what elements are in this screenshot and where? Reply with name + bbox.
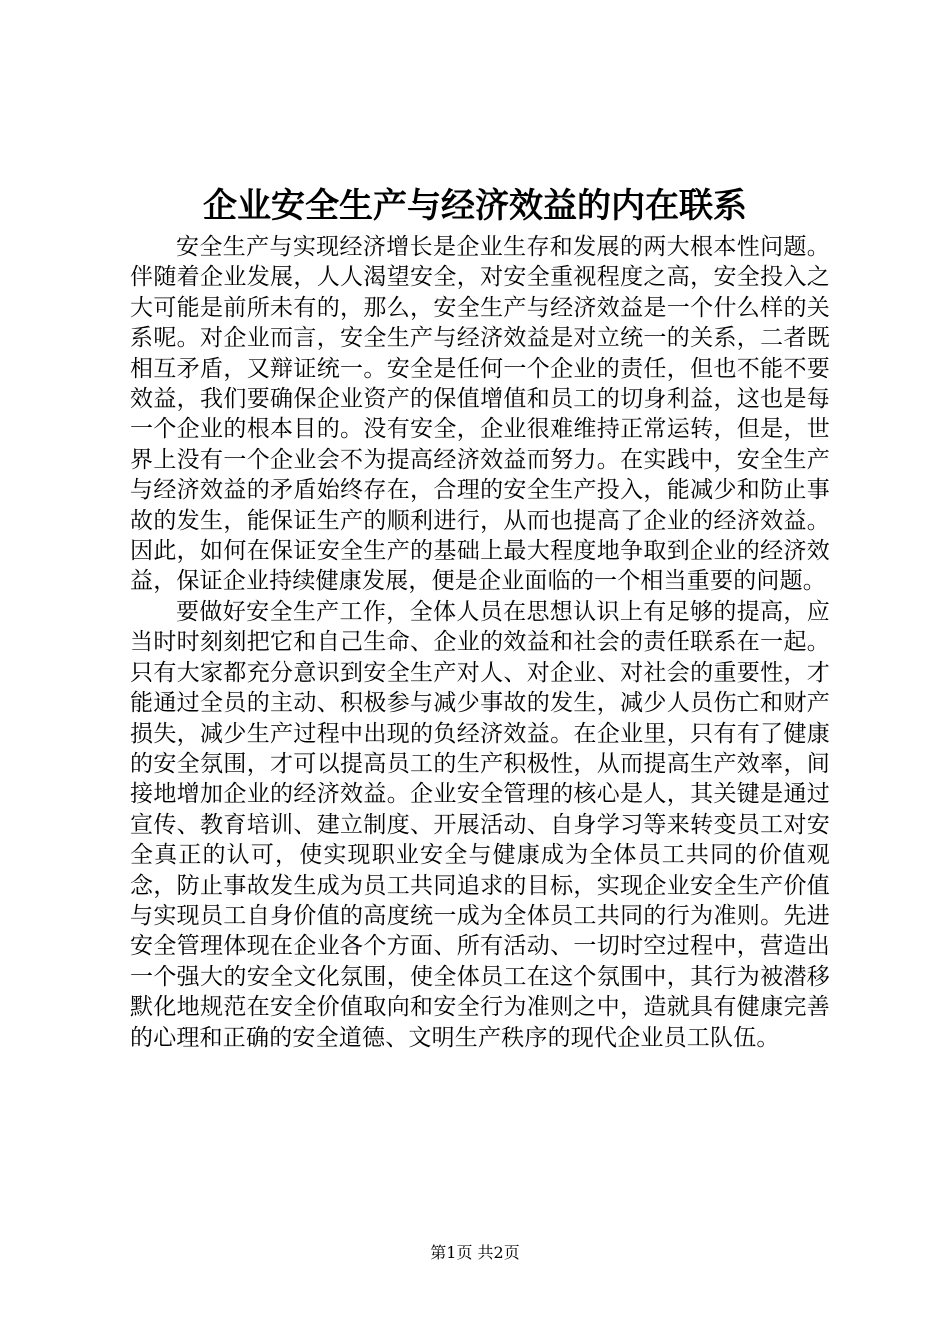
- page-footer: 第1页 共2页: [430, 1243, 520, 1262]
- document-body: [130, 232, 830, 1053]
- paragraph-2: 要做好安全生产工作，全体人员在思想认识上有足够的提高，应当时时刻刻把它和自己生命、企业的效益和社会的责任联系在一起。只有大家都充分意识到安全生产对人、对企业、对社会的重要性，才能通过全员的主动、积极参与减少事故的发生，减少人员伤亡和财产损失，减少生产过程中出现的负经济效益。在企业里，只有有了健康的安全氛围，才可以提高员工的生产积极性，从而提高生产效率，间接地增加企业的经济效益。企业安全管理的核心是人，其关键是通过宣传、教育培训、建立制度、开展活动、自身学习等来转变员工对安全真正的认可，使实现职业安全与健康成为全体员工共同的价值观念，防止事故发生成为员工共同追求的目标，实现企业安全生产价值与实现员工自身价值的高度统一成为全体员工共同的行为准则。先进安全管理体现在企业各个方面、所有活动、一切时空过程中，营造出一个强大的安全文化氛围，使全体员工在这个氛围中，其行为被潜移默化地规范在安全价值取向和安全行为准则之中，造就具有健康完善的心理和正确的安全道德、文明生产秩序的现代企业员工队伍。: [130, 598, 830, 1051]
- paragraph-1: 安全生产与实现经济增长是企业生存和发展的两大根本性问题。伴随着企业发展，人人渴望安全，对安全重视程度之高，安全投入之大可能是前所未有的，那么，安全生产与经济效益是一个什么样的关系呢。对企业而言，安全生产与经济效益是对立统一的关系，二者既相互矛盾，又辩证统一。安全是任何一个企业的责任，但也不能不要效益，我们要确保企业资产的保值增值和员工的切身利益，这也是每一个企业的根本目的。没有安全，企业很难维持正常运转，但是，世界上没有一个企业会不为提高经济效益而努力。在实践中，安全生产与经济效益的矛盾始终存在，合理的安全生产投入，能减少和防止事故的发生，能保证生产的顺利进行，从而也提高了企业的经济效益。因此，如何在保证安全生产的基础上最大程度地争取到企业的经济效益，保证企业持续健康发展，便是企业面临的一个相当重要的问题。: [130, 234, 830, 595]
- document-title: 企业安全生产与经济效益的内在联系: [203, 186, 747, 226]
